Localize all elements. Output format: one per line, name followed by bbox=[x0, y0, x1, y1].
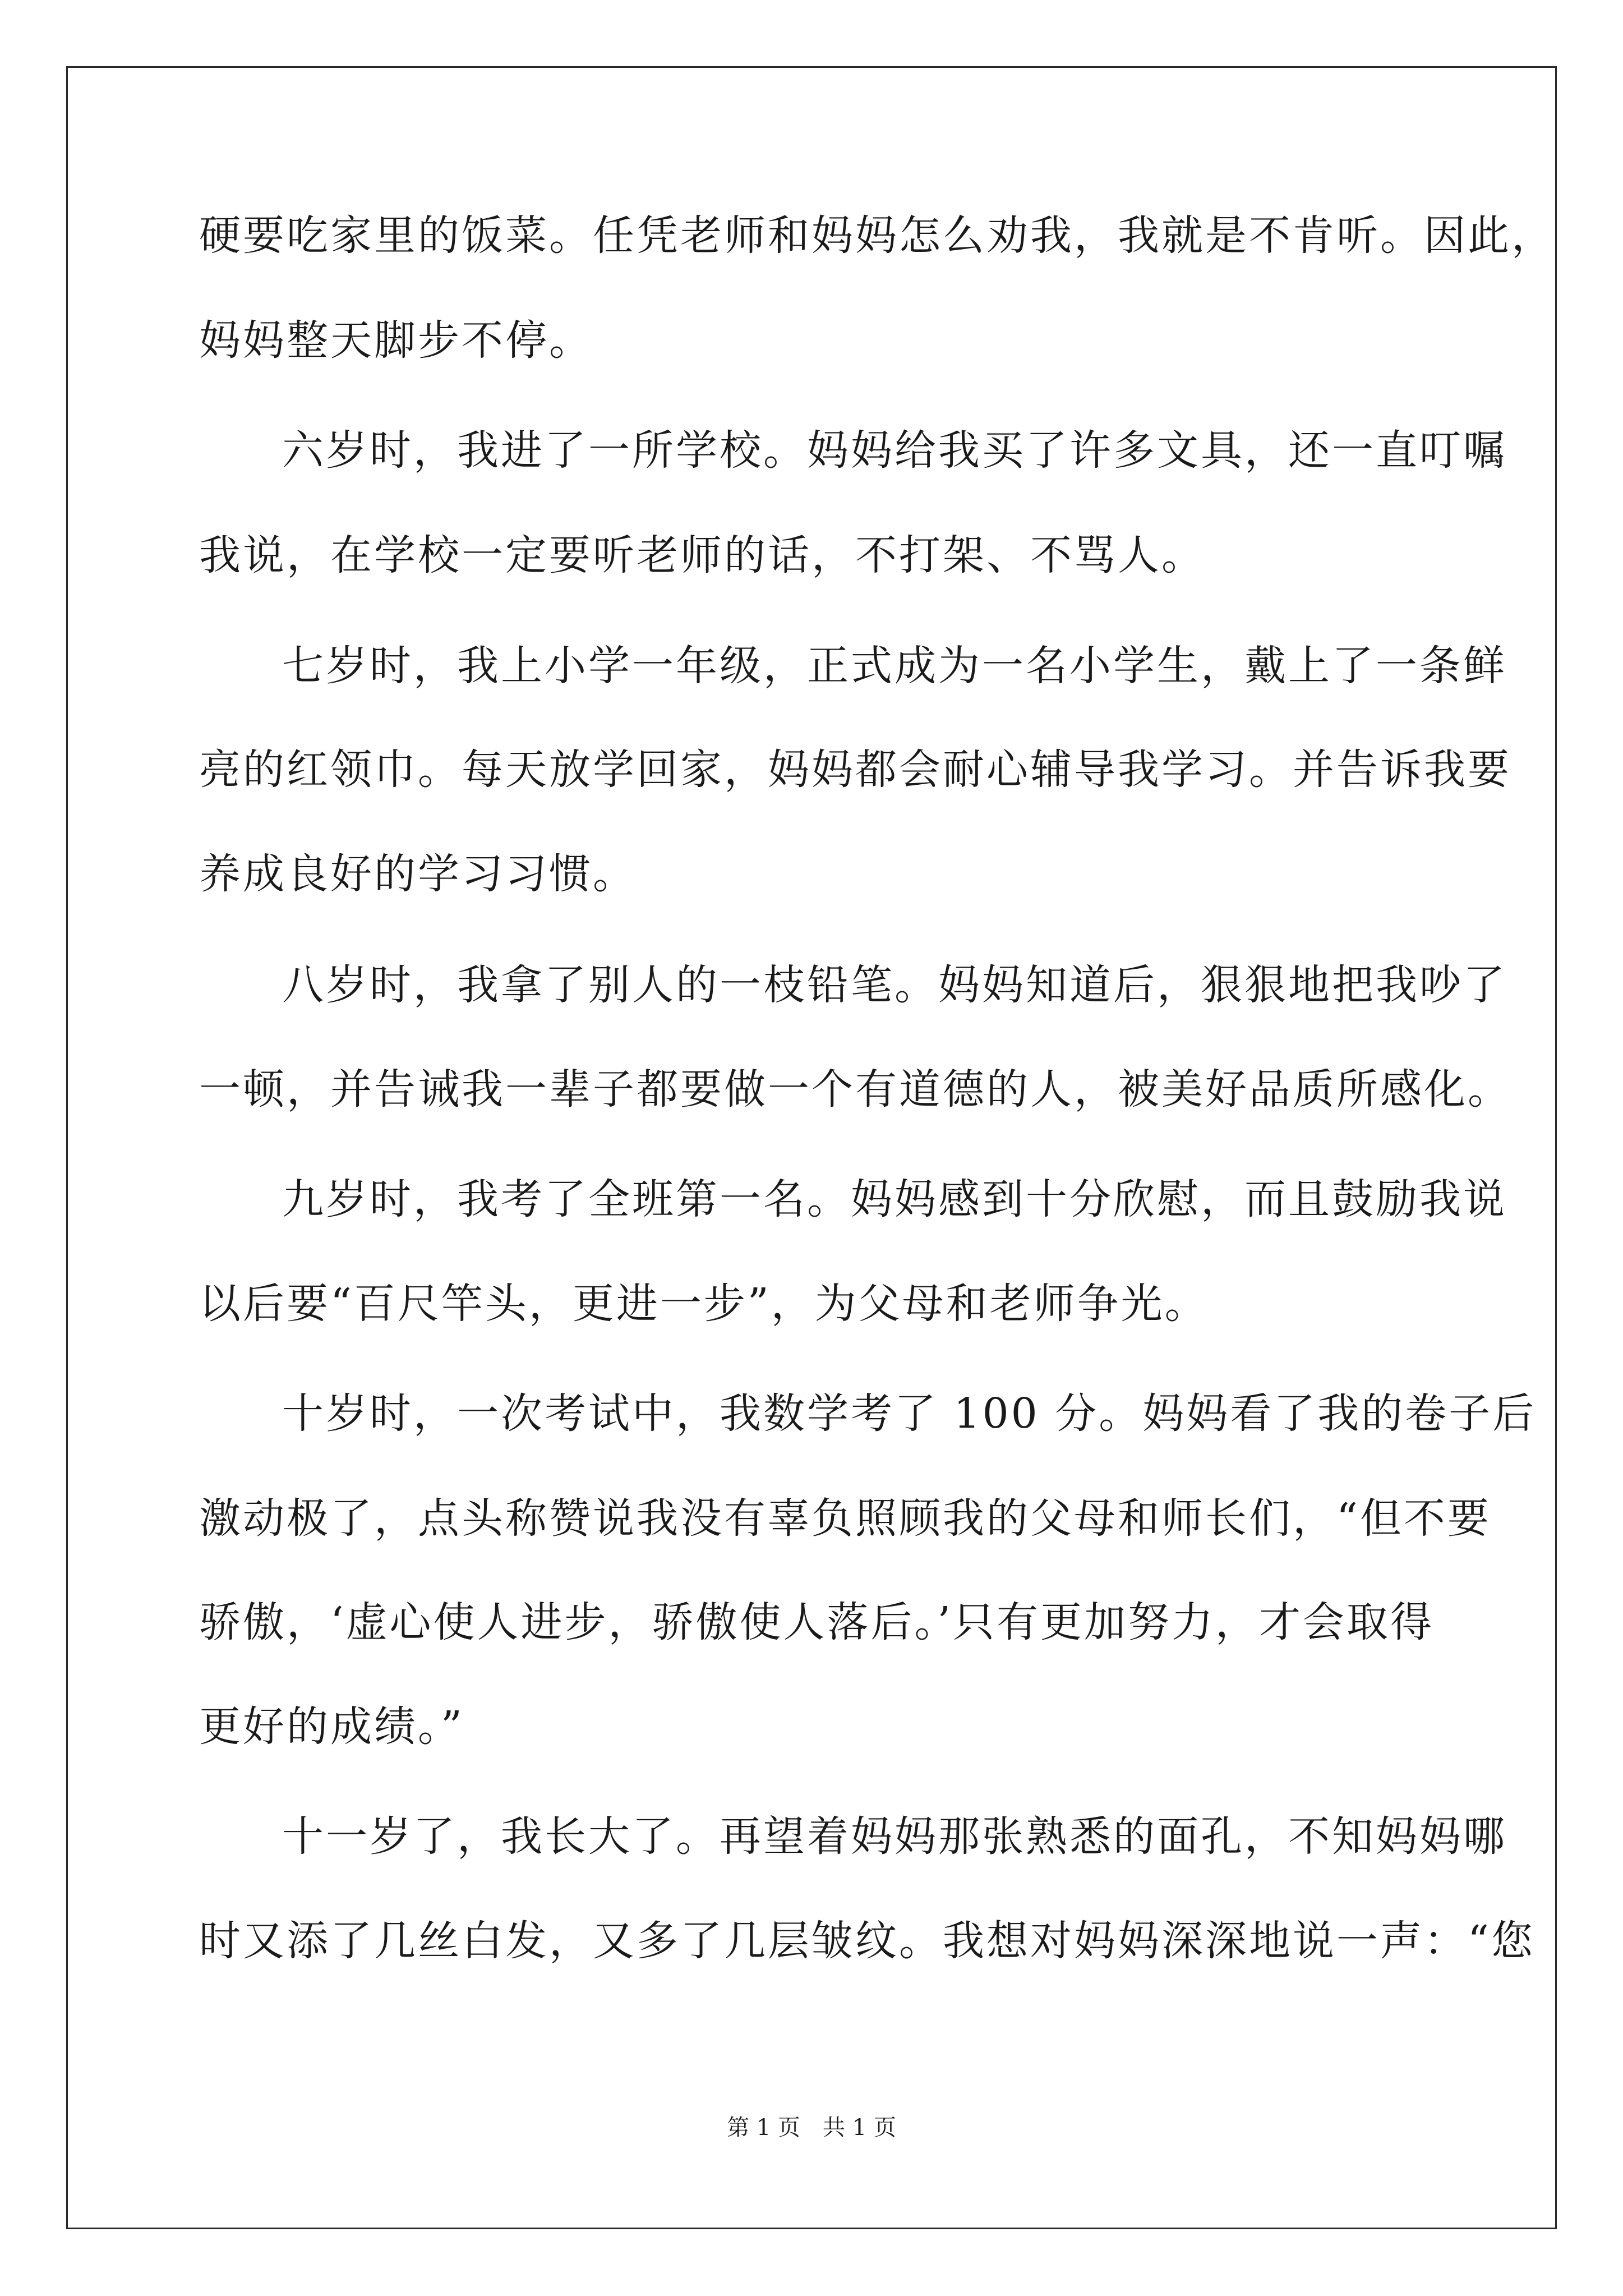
text-line: 九岁时，我考了全班第一名。妈妈感到十分欣慰，而且鼓励我说 bbox=[282, 1175, 1507, 1223]
text-line: 妈妈整天脚步不停。 bbox=[199, 316, 593, 365]
text-line: 八岁时，我拿了别人的一枝铅笔。妈妈知道后，狠狠地把我吵了 bbox=[282, 961, 1507, 1009]
text-line: 一顿，并告诫我一辈子都要做一个有道德的人，被美好品质所感化。 bbox=[199, 1065, 1511, 1114]
text-line: 我说，在学校一定要听老师的话，不打架、不骂人。 bbox=[199, 531, 1205, 579]
text-line: 激动极了，点头称赞说我没有辜负照顾我的父母和师长们，“但不要 bbox=[199, 1494, 1491, 1543]
text-line: 骄傲，‘虚心使人进步，骄傲使人落后。’只有更加努力，才会取得 bbox=[199, 1598, 1435, 1646]
text-line: 时又添了几丝白发，又多了几层皱纹。我想对妈妈深深地说一声：“您 bbox=[199, 1917, 1535, 1965]
text-line: 六岁时，我进了一所学校。妈妈给我买了许多文具，还一直叮嘱 bbox=[282, 426, 1507, 475]
text-line: 亮的红领巾。每天放学回家，妈妈都会耐心辅导我学习。并告诉我要 bbox=[199, 746, 1511, 794]
text-line: 养成良好的学习习惯。 bbox=[199, 850, 637, 898]
page-border bbox=[66, 66, 1557, 2229]
text-line: 十岁时，一次考试中，我数学考了 100 分。妈妈看了我的卷子后 bbox=[282, 1389, 1537, 1438]
text-line: 七岁时，我上小学一年级，正式成为一名小学生，戴上了一条鲜 bbox=[282, 642, 1507, 690]
text-line: 十一岁了，我长大了。再望着妈妈那张熟悉的面孔，不知妈妈哪 bbox=[282, 1812, 1507, 1861]
text-line: 硬要吃家里的饭菜。任凭老师和妈妈怎么劝我，我就是不肯听。因此， bbox=[199, 211, 1555, 260]
text-line: 以后要“百尺竿头，更进一步”，为父母和老师争光。 bbox=[199, 1280, 1209, 1328]
text-line: 更好的成绩。” bbox=[199, 1703, 464, 1751]
page-footer: 第 1 页 共 1 页 bbox=[727, 2115, 896, 2141]
